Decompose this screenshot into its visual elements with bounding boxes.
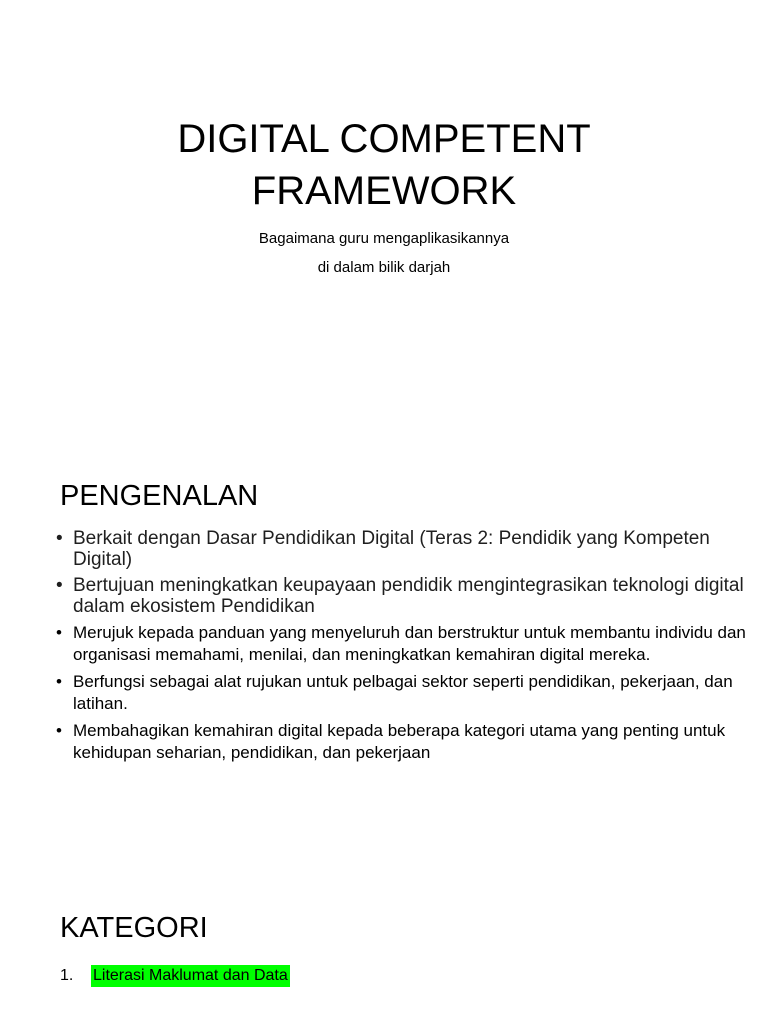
intro-bullet-item <box>56 575 746 617</box>
intro-bullet-list <box>56 528 746 769</box>
intro-bullet-text: Membahagikan kemahiran digital kepada beberapa kategori utama yang penting untuk kehidupan seharian, pendidikan, dan pekerjaan <box>73 721 726 762</box>
category-list <box>60 965 290 987</box>
intro-bullet-item <box>56 528 746 570</box>
bullet-icon: • <box>56 623 62 642</box>
category-item <box>60 965 290 987</box>
intro-bullet-text: Bertujuan meningkatkan keupayaan pendidik mengintegrasikan teknologi digital dalam ekosistem Pendidikan <box>73 575 744 617</box>
subtitle-line-1: Bagaimana guru mengaplikasikannya <box>258 230 510 247</box>
bullet-icon: • <box>56 575 63 596</box>
title-line-1: DIGITAL COMPETENT <box>177 117 591 161</box>
bullet-icon: • <box>56 528 63 549</box>
intro-heading: PENGENALAN <box>60 480 259 512</box>
category-number: 1. <box>60 967 74 984</box>
intro-bullet-item <box>56 622 746 666</box>
page-title <box>0 113 768 217</box>
subtitle-line-2: di dalam bilik darjah <box>317 259 451 276</box>
title-line-2: FRAMEWORK <box>251 169 517 213</box>
intro-bullet-text: Berkait dengan Dasar Pendidikan Digital (Teras 2: Pendidik yang Kompeten Digital) <box>73 528 710 570</box>
categories-heading: KATEGORI <box>60 912 208 944</box>
intro-bullet-item <box>56 671 746 715</box>
bullet-icon: • <box>56 672 62 691</box>
bullet-icon: • <box>56 721 62 740</box>
intro-bullet-text: Berfungsi sebagai alat rujukan untuk pelbagai sektor seperti pendidikan, pekerjaan, dan latihan. <box>73 672 733 713</box>
intro-bullet-text: Merujuk kepada panduan yang menyeluruh dan berstruktur untuk membantu individu dan organisasi memahami, menilai, dan meningkatkan kemahiran digital mereka. <box>73 623 746 664</box>
category-label-highlighted: Literasi Maklumat dan Data <box>91 965 290 987</box>
intro-bullet-item <box>56 720 746 764</box>
